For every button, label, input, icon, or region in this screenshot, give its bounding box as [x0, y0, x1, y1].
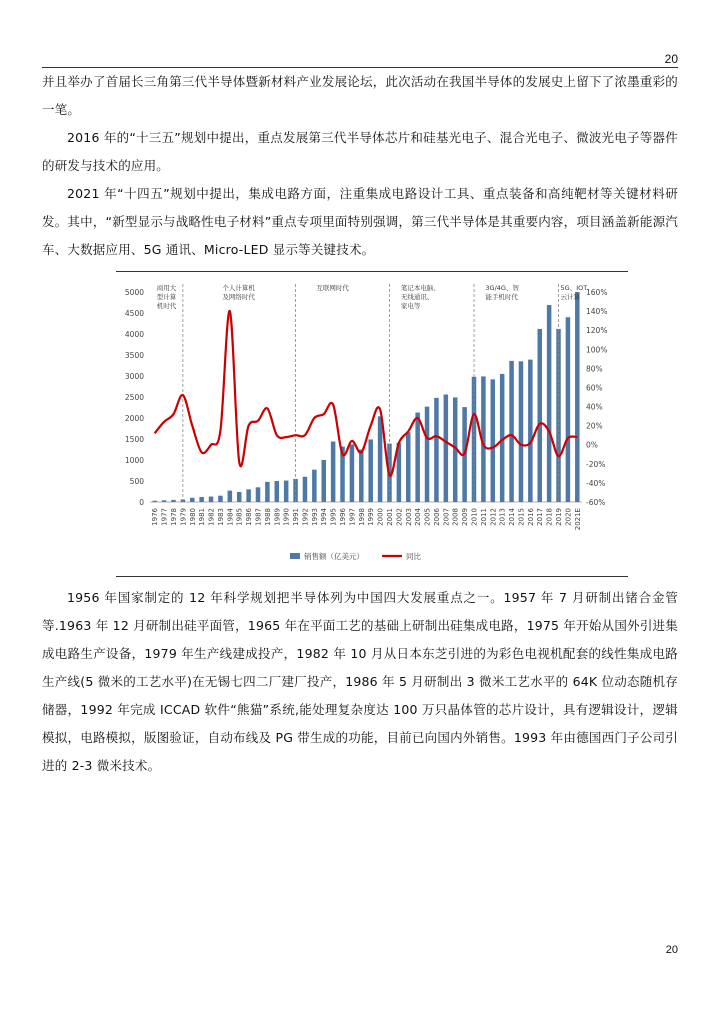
era-label-line: 商用大	[156, 284, 177, 292]
bar-1998	[359, 450, 364, 503]
era-label-line: 个人计算机	[222, 284, 255, 292]
x-tick-label: 1983	[216, 508, 225, 526]
bar-1976	[152, 501, 157, 502]
era-label-line: 云计算	[560, 293, 581, 301]
x-tick-label: 1988	[263, 508, 272, 526]
x-tick-label: 2009	[461, 508, 470, 526]
era-label-line: 家电等	[400, 302, 421, 310]
x-tick-label: 2004	[414, 508, 423, 526]
x-tick-label: 1987	[254, 508, 263, 526]
bar-2020	[566, 317, 571, 502]
x-tick-label: 1978	[169, 508, 178, 526]
x-tick-label: 2007	[442, 508, 451, 526]
bar-1992	[303, 477, 308, 502]
bar-1994	[321, 460, 326, 502]
y-left-tick-label: 5000	[124, 288, 144, 297]
x-tick-label: 2002	[395, 508, 404, 526]
bar-1982	[209, 497, 214, 502]
x-tick-label: 1990	[282, 508, 291, 526]
legend-line-label: 同比	[406, 552, 421, 561]
x-tick-label: 1997	[348, 508, 357, 526]
legend-bar-label: 销售额（亿美元）	[304, 552, 364, 561]
bar-1989	[275, 481, 280, 502]
bar-2016	[528, 360, 533, 502]
x-tick-label: 1985	[235, 508, 244, 526]
bar-1983	[218, 496, 223, 502]
bar-2018	[547, 305, 552, 502]
x-tick-label: 2016	[526, 508, 535, 526]
bar-1984	[228, 491, 233, 502]
bar-1995	[331, 442, 336, 502]
x-tick-label: 2017	[536, 508, 545, 526]
bar-1981	[199, 497, 204, 502]
bar-2004	[415, 413, 420, 502]
x-tick-label: 1979	[179, 508, 188, 526]
y-left-tick-label: 2500	[124, 393, 144, 402]
x-tick-label: 2012	[489, 508, 498, 526]
x-tick-label: 2008	[451, 508, 460, 526]
y-left-tick-label: 0	[139, 498, 144, 507]
y-left-tick-label: 500	[129, 477, 144, 486]
y-right-tick-label: 160%	[586, 288, 608, 297]
era-label-line: 机时代	[156, 302, 177, 310]
bar-2000	[378, 416, 383, 502]
era-label	[222, 283, 255, 301]
x-tick-label: 1994	[320, 508, 329, 526]
paragraph: 并且举办了首届长三角第三代半导体暨新材料产业发展论坛，此次活动在我国半导体的发展史上留下了浓墨重彩的一笔。	[42, 74, 678, 117]
x-tick-label: 2005	[423, 508, 432, 526]
bar-2005	[425, 407, 430, 502]
era-label-line: 及网络时代	[222, 293, 255, 301]
header-page-number: 20	[664, 52, 678, 66]
x-tick-label: 1982	[207, 508, 216, 526]
x-tick-label: 1991	[292, 508, 301, 526]
body-text-bottom	[42, 584, 678, 780]
bar-2007	[444, 394, 449, 502]
y-left-tick-label: 2000	[124, 414, 144, 423]
era-label-line: 5G、IOT、	[560, 284, 594, 292]
bar-2015	[519, 361, 524, 502]
era-label-line: 能手机时代	[485, 293, 518, 301]
x-tick-label: 2010	[470, 508, 479, 526]
era-label-line: 互联网时代	[316, 284, 349, 292]
era-label	[401, 283, 440, 310]
bar-1978	[171, 500, 176, 502]
y-right-tick-label: -60%	[586, 498, 606, 507]
bar-1990	[284, 481, 289, 502]
footer-page-number: 20	[665, 944, 678, 956]
x-tick-label: 2003	[404, 508, 413, 526]
x-tick-label: 1977	[160, 508, 169, 526]
legend-bar-swatch	[290, 553, 300, 559]
bar-1988	[265, 482, 270, 502]
bar-1987	[256, 487, 261, 502]
x-tick-label: 1989	[273, 508, 282, 526]
era-label	[316, 283, 349, 292]
x-tick-label: 1984	[226, 508, 235, 526]
x-tick-label: 2018	[545, 508, 554, 526]
y-left-tick-label: 3500	[124, 351, 144, 360]
x-tick-label: 2013	[498, 508, 507, 526]
y-left-tick-label: 3000	[124, 372, 144, 381]
body-text-top	[42, 68, 678, 264]
x-tick-label: 2006	[432, 508, 441, 526]
x-tick-label: 1980	[188, 508, 197, 526]
era-label	[157, 283, 177, 310]
bar-2021E	[575, 292, 580, 502]
x-tick-label: 1981	[198, 508, 207, 526]
x-tick-label: 1995	[329, 508, 338, 526]
x-tick-label: 1999	[367, 508, 376, 526]
y-left-tick-label: 4500	[124, 309, 144, 318]
bar-1980	[190, 498, 195, 502]
y-right-tick-label: 60%	[586, 383, 603, 393]
paragraph: 1956 年国家制定的 12 年科学规划把半导体列为中国四大发展重点之一。1957 年 7 月研制出锗合金管等.1963 年 12 月研制出硅平面管，1965 年在平面工艺的基础上研制出硅集成电路，1975 年开始从国外引进集成电路生产设备，1979 年生产线建成投产，1982 年 10 月从日本东芝引进的为彩色电视机配套的线性集成电路生产线(5 微米的工艺水平)在无锡七四二厂建厂投产，1986 年 5 月研制出 3 微米工艺水平的 64K 位动态随机存储器，1992 年完成 ICCAD 软件“熊猫”系统,能处理复杂度达 100 万只晶体管的芯片设计，具有逻辑设计，逻辑模拟，电路模拟，版图验证，自动布线及 PG 带生成的功能，目前已向国内外销售。1993 年由德国西门子公司引进的 2-3 微米技术。	[42, 590, 678, 773]
y-left-tick-label: 4000	[124, 330, 144, 339]
x-tick-label: 2000	[376, 508, 385, 526]
x-tick-label: 2011	[479, 508, 488, 526]
x-tick-label: 1998	[357, 508, 366, 526]
yoy-line	[155, 311, 578, 476]
bar-2014	[509, 361, 514, 502]
bar-1986	[246, 489, 251, 502]
x-tick-label: 2021E	[573, 508, 582, 531]
x-tick-label: 2001	[385, 508, 394, 526]
bar-1999	[368, 439, 373, 502]
bar-1993	[312, 470, 317, 502]
bar-1977	[162, 500, 167, 502]
y-left-tick-label: 1500	[124, 435, 144, 444]
paragraph: 2021 年“十四五”规划中提出，集成电路方面，注重集成电路设计工具、重点装备和高纯靶材等关键材料研发。其中，“新型显示与战略性电子材料”重点专项里面特别强调，第三代半导体是其重要内容，项目涵盖新能源汽车、大数据应用、5G 通讯、Micro-LED 显示等关键技术。	[42, 186, 678, 257]
x-tick-label: 2015	[517, 508, 526, 526]
y-right-tick-label: 80%	[586, 364, 603, 374]
chart-top-rule	[116, 271, 628, 272]
y-right-tick-label: 140%	[586, 307, 608, 317]
era-label-line: 笔记本电脑、	[400, 284, 440, 292]
y-right-tick-label: -20%	[586, 459, 606, 469]
x-tick-label: 1986	[245, 508, 254, 526]
paragraph: 2016 年的“十三五”规划中提出，重点发展第三代半导体芯片和硅基光电子、混合光电子、微波光电子等器件的研发与技术的应用。	[42, 130, 678, 173]
y-right-tick-label: 40%	[586, 402, 603, 412]
y-right-tick-label: 20%	[586, 421, 603, 431]
bar-1985	[237, 492, 242, 502]
bar-2017	[537, 329, 542, 502]
bar-2012	[491, 379, 496, 502]
era-label-line: 3G/4G、智	[485, 284, 519, 292]
x-tick-label: 1976	[151, 508, 160, 526]
y-right-tick-label: 0%	[586, 440, 598, 450]
y-left-tick-label: 1000	[124, 456, 144, 465]
x-tick-label: 2020	[564, 508, 573, 526]
x-tick-label: 2014	[508, 508, 517, 526]
era-label-line: 型计算	[156, 293, 177, 301]
era-label	[485, 283, 519, 301]
x-tick-label: 1993	[310, 508, 319, 526]
x-tick-label: 1992	[301, 508, 310, 526]
x-tick-label: 1996	[339, 508, 348, 526]
chart-bottom-rule	[116, 576, 628, 577]
y-right-tick-label: 120%	[586, 326, 608, 336]
y-right-tick-label: -40%	[586, 478, 606, 488]
semiconductor-sales-chart	[110, 276, 616, 570]
bar-2003	[406, 432, 411, 502]
bar-1997	[350, 444, 355, 502]
x-tick-label: 2019	[555, 508, 564, 526]
y-right-tick-label: 100%	[586, 345, 608, 355]
era-label-line: 无线通讯、	[400, 293, 434, 301]
bar-2006	[434, 398, 439, 502]
